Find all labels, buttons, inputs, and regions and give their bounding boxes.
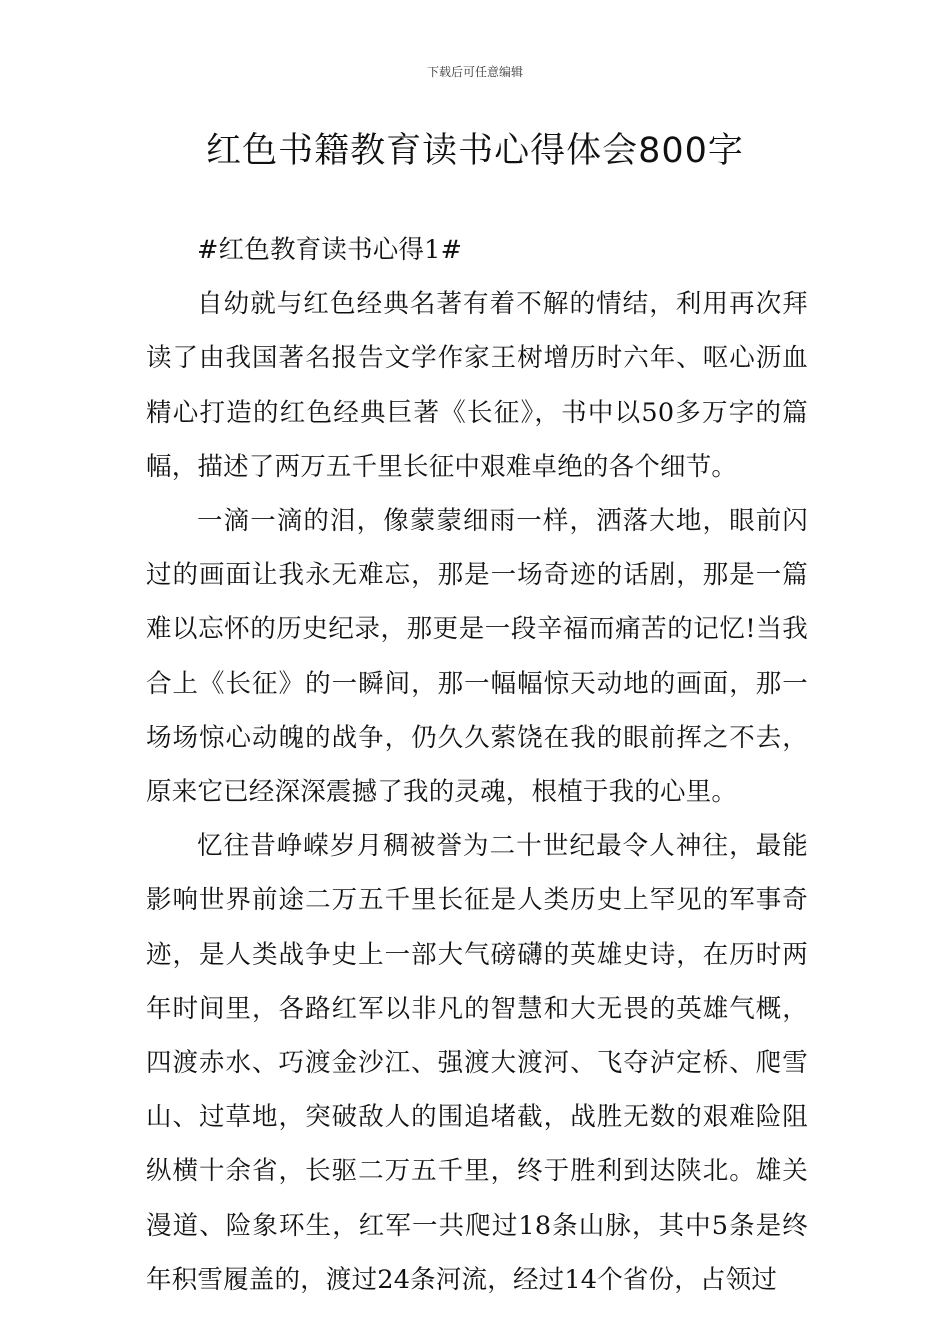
document-title: 红色书籍教育读书心得体会800字 [206,131,744,171]
header-note: 下载后可任意编辑 [426,65,523,79]
document-body [146,223,808,1307]
section-heading: #红色教育读书心得1# [197,235,463,265]
paragraph: 自幼就与红色经典名著有着不解的情结，利用再次拜读了由我国著名报告文学作家王树增历时六年、呕心沥血精心打造的红色经典巨著《长征》，书中以50多万字的篇幅，描述了两万五千里长征中艰难卓绝的各个细节。 [146,289,808,482]
paragraph: 一滴一滴的泪，像蒙蒙细雨一样，洒落大地，眼前闪过的画面让我永无难忘，那是一场奇迹的话剧，那是一篇难以忘怀的历史纪录，那更是一段辛福而痛苦的记忆!当我合上《长征》的一瞬间，那一幅幅惊天动地的画面，那一场场惊心动魄的战争，仍久久萦饶在我的眼前挥之不去，原来它已经深深震撼了我的灵魂，根植于我的心里。 [146,506,808,808]
paragraph: 忆往昔峥嵘岁月稠被誉为二十世纪最令人神往，最能影响世界前途二万五千里长征是人类历史上罕见的军事奇迹，是人类战争史上一部大气磅礴的英雄史诗，在历时两年时间里，各路红军以非凡的智慧和大无畏的英雄气概，四渡赤水、巧渡金沙江、强渡大渡河、飞夺泸定桥、爬雪山、过草地，突破敌人的围追堵截，战胜无数的艰难险阻纵横十余省，长驱二万五千里，终于胜利到达陕北。雄关漫道、险象环生，红军一共爬过18条山脉，其中5条是终年积雪履盖的，渡过24条河流，经过14个省份，占领过 [146,831,808,1295]
